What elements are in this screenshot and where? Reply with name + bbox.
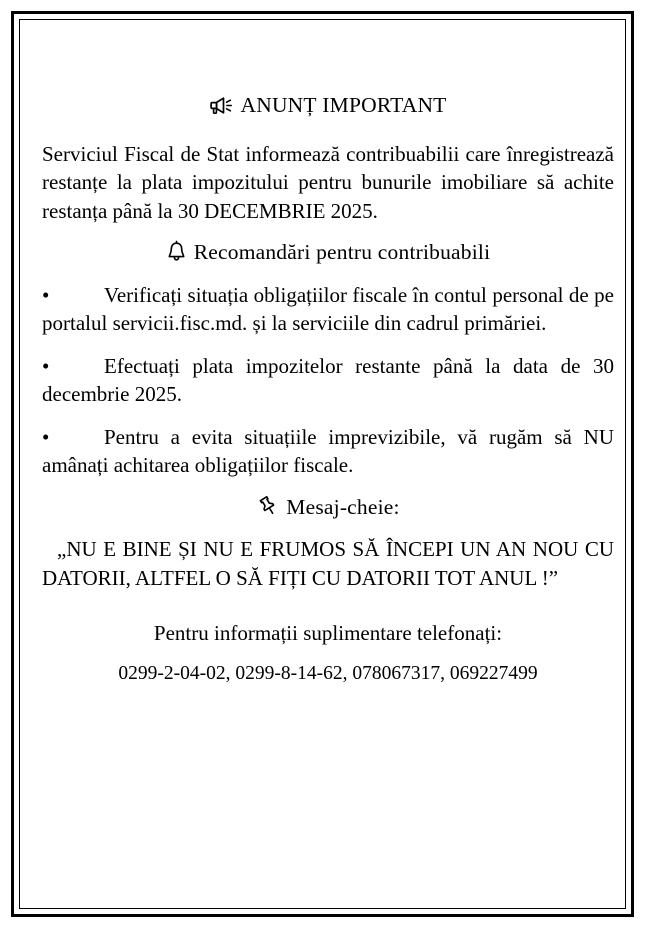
- list-item-text: Efectuați plata impozitelor restante până la data de 30 decembrie 2025.: [42, 353, 614, 407]
- spacer: [42, 480, 614, 494]
- recommendations-heading-label: Recomandări pentru contribuabili: [193, 240, 491, 265]
- announcement-title-label: ANUNȚ IMPORTANT: [240, 93, 447, 117]
- spacer: [42, 225, 614, 239]
- key-message-quote: „NU E BINE ȘI NU E FRUMOS SĂ ÎNCEPI UN AN NOU CU DATORII, ALTFEL O SĂ FIȚI CU DATORII TOT ANUL !”: [42, 537, 614, 591]
- contact-prompt: Pentru informații suplimentare telefonați:: [153, 620, 503, 645]
- bullet-marker: •: [42, 424, 50, 449]
- spacer: [42, 647, 614, 661]
- spacer: [42, 120, 614, 140]
- spacer: [42, 338, 614, 352]
- spacer: [42, 409, 614, 423]
- intro-paragraph: Serviciul Fiscal de Stat informează contribuabilii care înregistrează restanțe la plata impozitului pentru bunurile imobiliare să achite restanța până la 30 DECEMBRIE 2025.: [42, 141, 614, 223]
- megaphone-icon: [209, 96, 233, 115]
- spacer: [42, 521, 614, 535]
- key-message-heading-label: Mesaj-cheie:: [286, 494, 400, 519]
- pushpin-icon: [256, 495, 279, 517]
- list-item: [42, 423, 614, 480]
- spacer: [42, 593, 614, 619]
- list-item: [42, 281, 614, 338]
- list-item: [42, 352, 614, 409]
- document-content: [42, 92, 614, 688]
- announcement-title: [42, 92, 614, 120]
- bullet-marker: •: [42, 282, 50, 307]
- spacer: [42, 267, 614, 281]
- bullet-marker: •: [42, 353, 50, 378]
- key-message-heading: [42, 494, 614, 522]
- list-item-text: Pentru a evita situațiile imprevizibile, vă rugăm să NU amânați achitarea obligațiilor fiscale.: [42, 424, 614, 478]
- recommendations-heading: [42, 239, 614, 267]
- list-item-text: Verificați situația obligațiilor fiscale în contul personal de pe portalul servicii.fisc.md. și la serviciile din cadrul primăriei.: [42, 282, 614, 336]
- contact-numbers: 0299-2-04-02, 0299-8-14-62, 078067317, 069227499: [118, 663, 538, 685]
- bell-icon: [166, 240, 187, 262]
